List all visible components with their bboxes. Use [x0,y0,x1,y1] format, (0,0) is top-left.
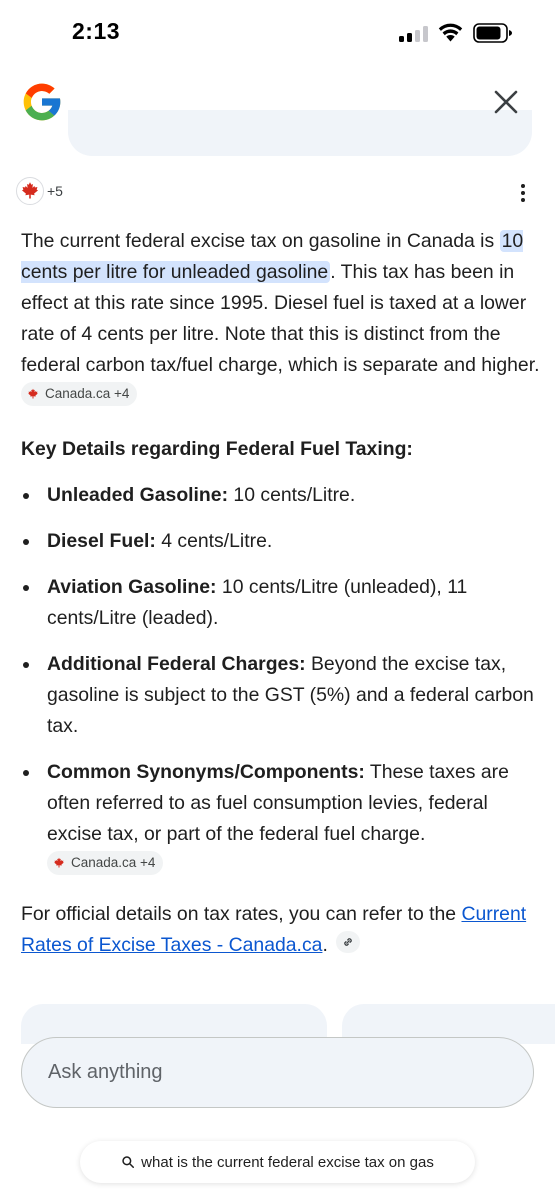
source-chip[interactable] [21,382,137,406]
list-item-text: 10 cents/Litre (unleaded), 11 cents/Litre (leaded). [47,576,468,629]
maple-leaf-icon [20,181,40,201]
list-item-text: These taxes are often referred to as fuel consumption levies, federal excise tax, or part of the federal fuel charge. [47,761,509,845]
list-item-text: 10 cents/Litre. [228,484,356,506]
list-item [21,649,541,742]
list-item [21,572,541,634]
answer-content [21,226,541,961]
battery-icon [473,23,513,43]
answer-paragraph [21,226,541,412]
cellular-signal-icon [399,26,429,42]
closing-period: . [322,934,328,956]
ask-bar[interactable] [21,1037,534,1108]
sources-count: +5 [47,183,63,199]
list-item [21,526,541,557]
close-icon[interactable] [490,86,522,118]
previous-message-bubble [68,110,532,156]
answer-text-1: The current federal excise tax on gasoline in Canada is [21,230,500,252]
closing-paragraph [21,899,541,961]
closing-text: For official details on tax rates, you can refer to the [21,903,462,925]
maple-leaf-icon [27,388,39,400]
query-text: what is the current federal excise tax on gas [141,1153,434,1171]
query-pill[interactable] [80,1141,475,1183]
excise-rates-link[interactable]: Current Rates of Excise Taxes - Canada.ca [21,903,527,956]
wifi-icon [437,21,464,42]
sources-row[interactable] [16,176,63,206]
source-chip[interactable] [47,851,163,875]
list-item-text: 4 cents/Litre. [155,530,273,552]
answer-text-2: . This tax has been in effect at this rate since 1995. Diesel fuel is taxed at a lower rate of 4 cents per litre. Note that this is distinct from the federal carbon tax/fuel charge, which is separate and higher. [21,261,540,376]
more-vert-icon[interactable] [508,178,538,208]
list-item-label: Common Synonyms/Components: [47,761,365,783]
list-item [21,757,541,881]
source-chip-label: Canada.ca +4 [45,386,130,401]
search-icon [121,1155,135,1169]
list-item-label: Diesel Fuel: [47,530,156,552]
link-icon [341,935,355,949]
list-item-label: Additional Federal Charges: [47,653,306,675]
google-g-logo [20,80,64,124]
list-item-text: Beyond the excise tax, gasoline is subject to the GST (5%) and a federal carbon tax. [47,653,534,737]
source-chip-label: Canada.ca +4 [71,855,156,870]
source-favicon [16,177,44,205]
section-heading: Key Details regarding Federal Fuel Taxing: [21,438,413,460]
highlighted-answer: 10 cents per litre for unleaded gasoline [21,230,524,283]
list-item-label: Unleaded Gasoline: [47,484,229,506]
list-item [21,480,541,511]
status-bar [0,0,555,70]
maple-leaf-icon [53,857,65,869]
details-list [21,480,541,881]
status-time: 2:13 [72,18,121,44]
link-chip[interactable] [336,931,360,953]
header [0,70,555,160]
ask-input[interactable] [48,1061,533,1084]
list-item-label: Aviation Gasoline: [47,576,217,598]
